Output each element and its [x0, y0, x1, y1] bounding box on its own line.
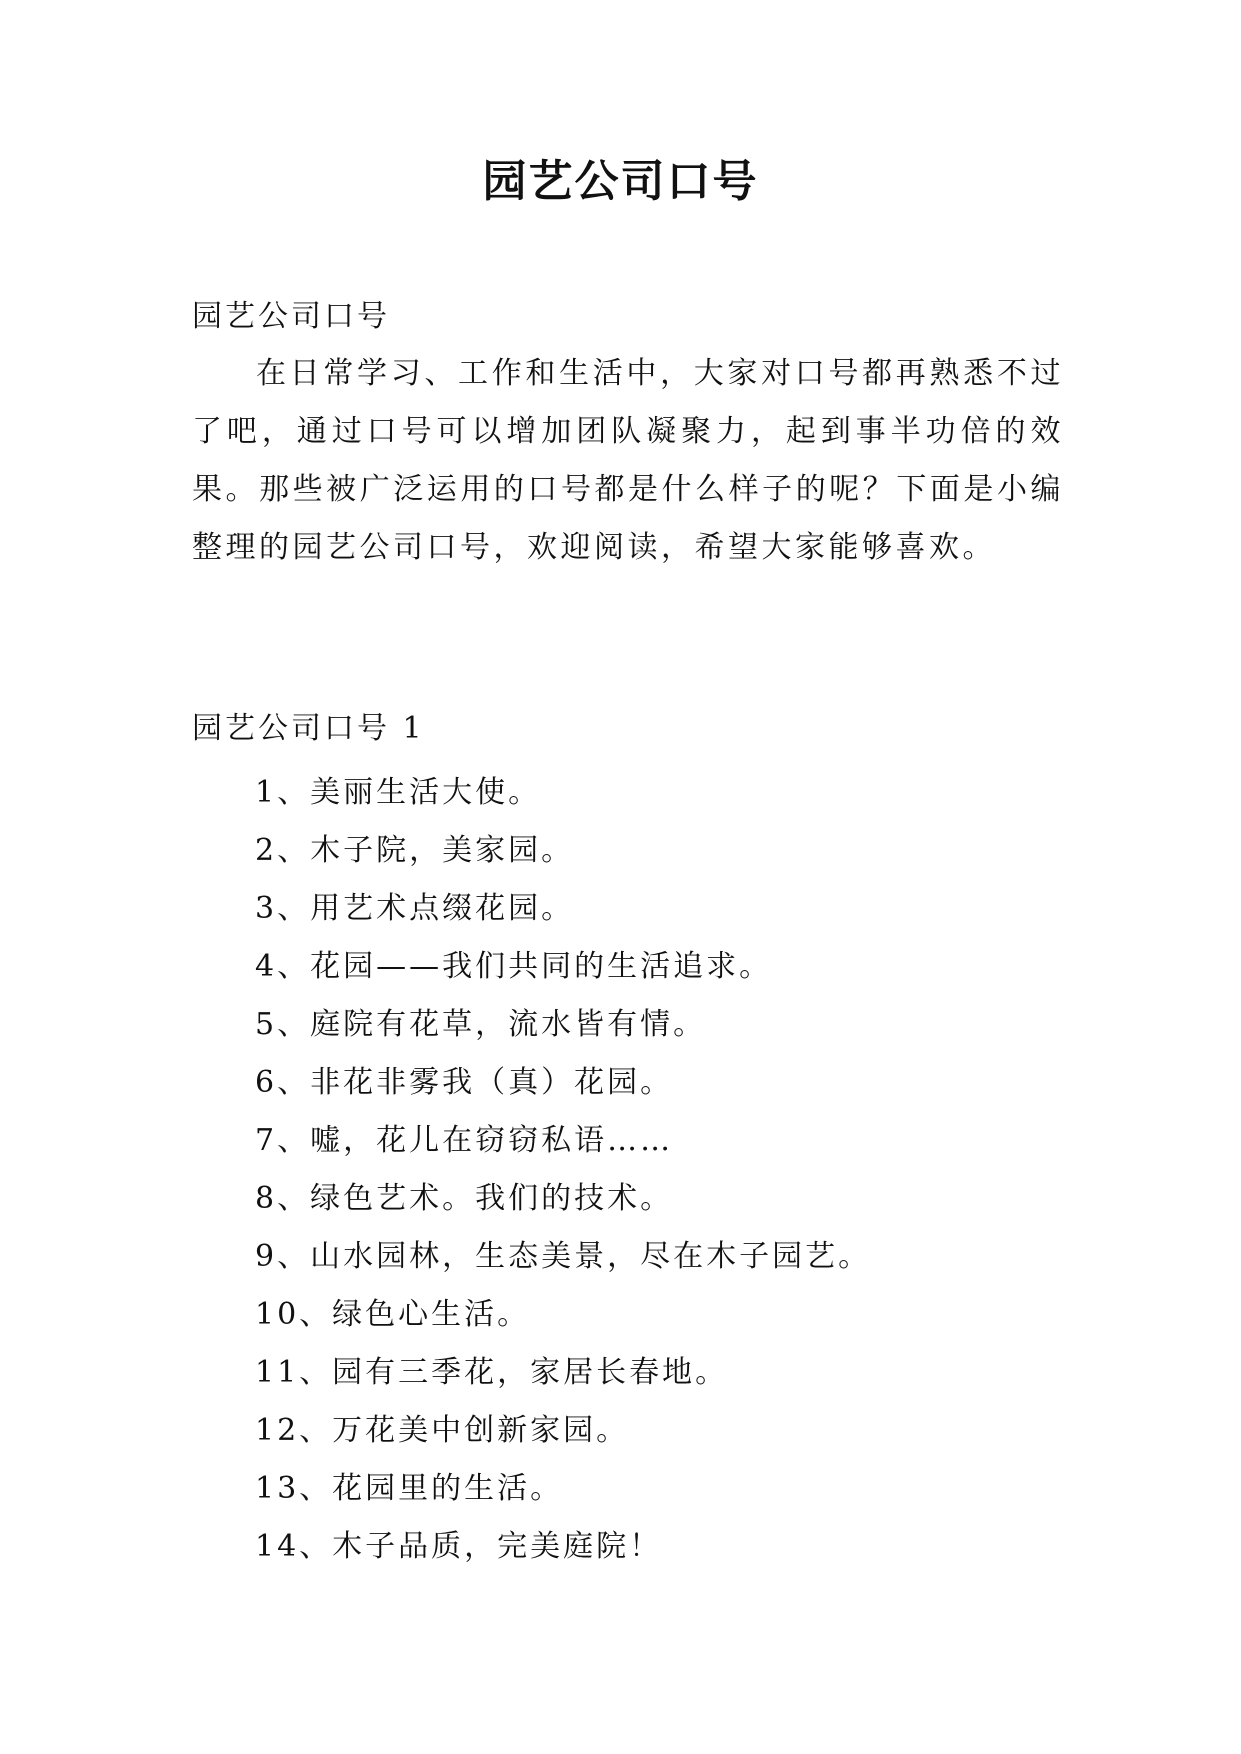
slogan-item: 1、美丽生活大使。	[255, 775, 542, 810]
slogan-item: 8、绿色艺术。我们的技术。	[255, 1181, 674, 1216]
slogan-item: 5、庭院有花草，流水皆有情。	[255, 1007, 707, 1042]
slogan-item: 6、非花非雾我（真）花园。	[255, 1065, 674, 1100]
slogan-item: 11、园有三季花，家居长春地。	[255, 1355, 729, 1390]
slogan-item: 10、绿色心生活。	[255, 1297, 531, 1332]
slogan-item: 4、花园——我们共同的生活追求。	[255, 949, 773, 984]
document-title: 园艺公司口号	[482, 156, 759, 207]
slogan-item: 2、木子院，美家园。	[255, 833, 575, 868]
slogan-item: 3、用艺术点缀花园。	[255, 891, 575, 926]
slogan-item: 13、花园里的生活。	[255, 1471, 564, 1506]
intro-paragraph: 在日常学习、工作和生活中，大家对口号都再熟悉不过了吧，通过口号可以增加团队凝聚力，起到事半功倍的效果。那些被广泛运用的口号都是什么样子的呢？下面是小编整理的园艺公司口号，欢迎阅读，希望大家能够喜欢。	[192, 356, 1064, 565]
slogan-section-heading: 园艺公司口号 1	[192, 711, 425, 746]
section-heading: 园艺公司口号	[192, 299, 390, 334]
slogan-item: 12、万花美中创新家园。	[255, 1413, 630, 1448]
slogan-item: 7、嘘，花儿在窃窃私语……	[255, 1123, 674, 1158]
slogan-item: 9、山水园林，生态美景，尽在木子园艺。	[255, 1239, 872, 1274]
slogan-list	[255, 764, 871, 1576]
slogan-item: 14、木子品质，完美庭院！	[255, 1529, 663, 1564]
